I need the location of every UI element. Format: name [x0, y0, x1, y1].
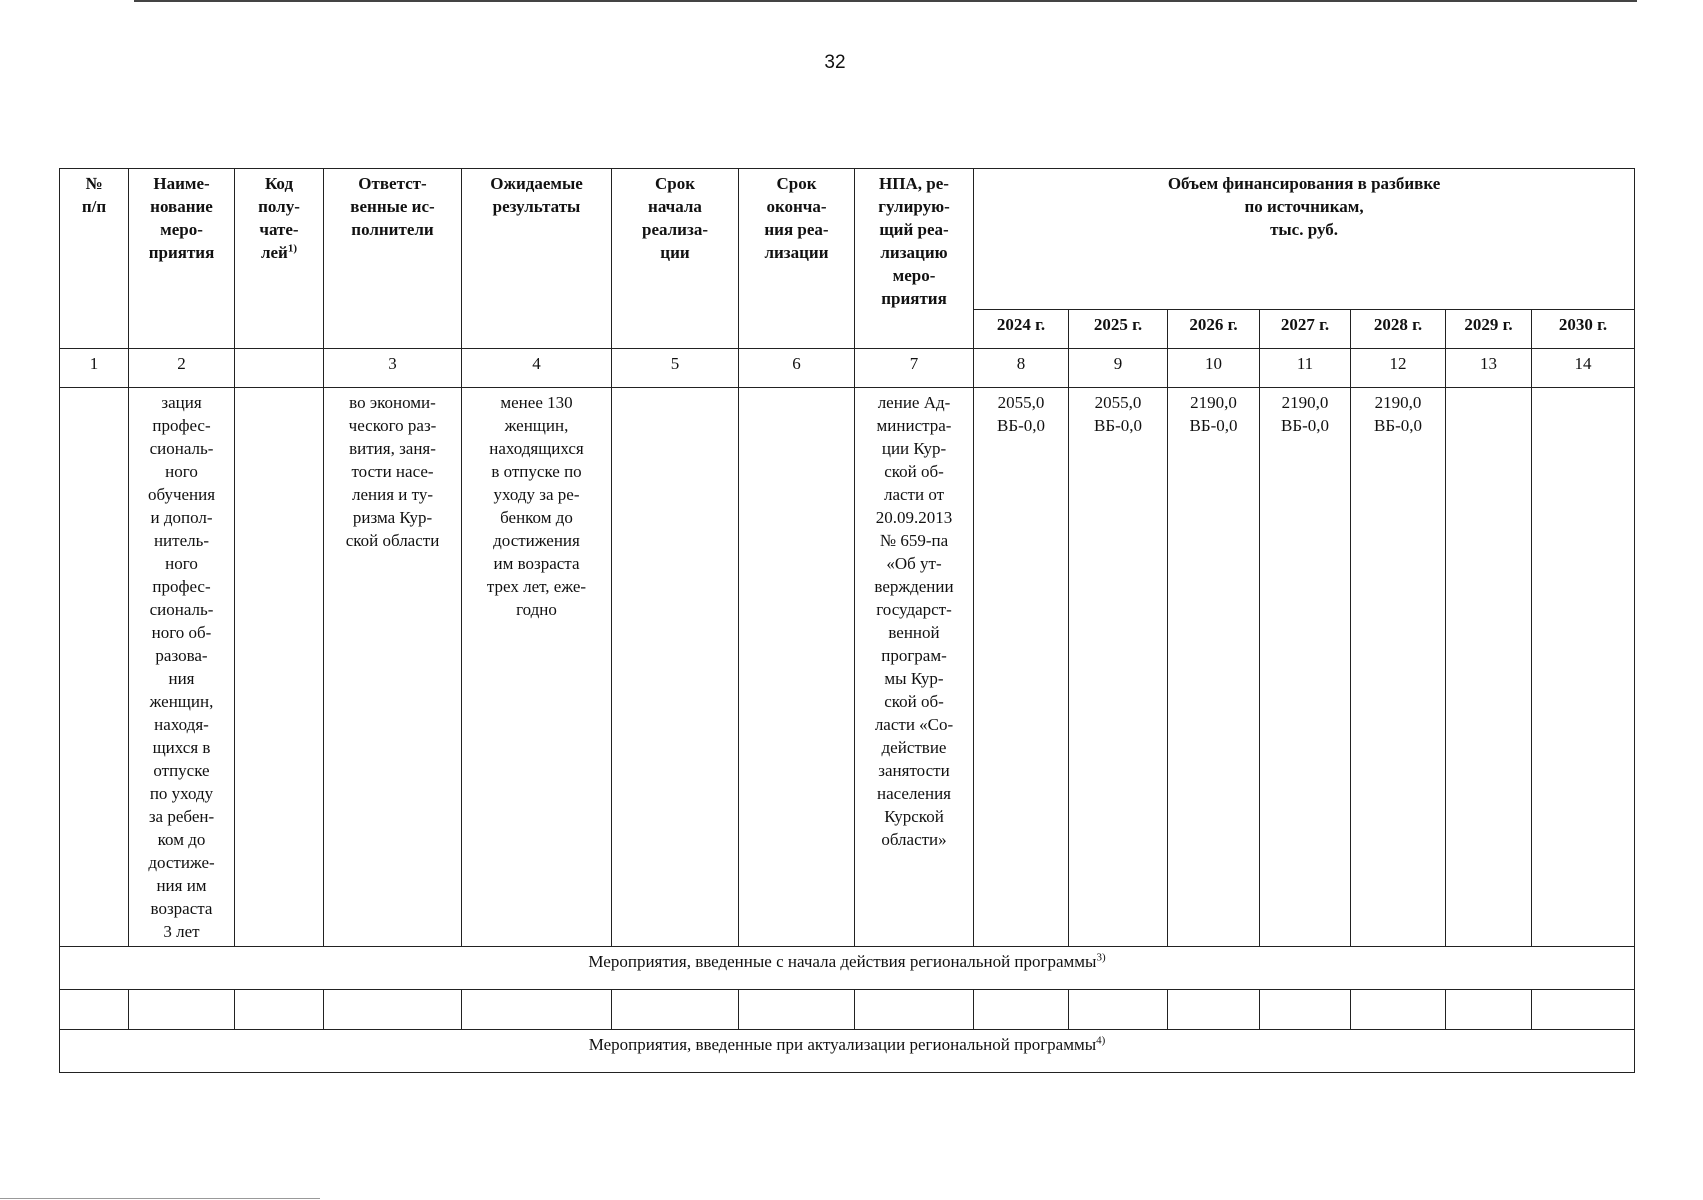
row-npa: ление Ад- министра- ции Кур- ской об- ласти от 20.09.2013 № 659-па «Об ут- верждении государст- венной програм- мы Кур- ской об- ласти «Со- действие занятости населения Курской области»: [855, 388, 974, 947]
column-number: 8: [974, 349, 1069, 388]
column-number: 9: [1069, 349, 1168, 388]
year-2027: 2027 г.: [1260, 310, 1351, 349]
empty-cell: [1069, 990, 1168, 1030]
footnote-1-marker: 1): [287, 242, 298, 255]
empty-cell: [739, 990, 855, 1030]
empty-cell: [129, 990, 235, 1030]
header-number: № п/п: [60, 169, 129, 349]
empty-cell: [462, 990, 612, 1030]
column-number: [235, 349, 324, 388]
column-number: 12: [1351, 349, 1446, 388]
row-measure-name: зация профес- сиональ- ного обучения и допол- нитель- ного профес- сиональ- ного об- разова- ния женщин, находя- щихся в отпуске по уходу за ребен- ком до достиже- ния им возраста 3 лет: [129, 388, 235, 947]
column-number: 7: [855, 349, 974, 388]
year-2030: 2030 г.: [1532, 310, 1635, 349]
year-2028: 2028 г.: [1351, 310, 1446, 349]
program-measures-table: [59, 168, 1635, 1073]
section-heading-update: [60, 1030, 1635, 1073]
table-row: [60, 388, 1635, 947]
row-financing-2028: 2190,0 ВБ-0,0: [1351, 388, 1446, 947]
column-number: 2: [129, 349, 235, 388]
row-financing-2024: 2055,0 ВБ-0,0: [974, 388, 1069, 947]
column-number: 1: [60, 349, 129, 388]
empty-cell: [1351, 990, 1446, 1030]
footnote-3-marker: 3): [1096, 951, 1106, 964]
year-2024: 2024 г.: [974, 310, 1069, 349]
header-end-date: Срок оконча- ния реа- лизации: [739, 169, 855, 349]
empty-cell: [974, 990, 1069, 1030]
column-number: 3: [324, 349, 462, 388]
empty-cell: [855, 990, 974, 1030]
row-financing-2025: 2055,0 ВБ-0,0: [1069, 388, 1168, 947]
empty-cell: [60, 990, 129, 1030]
header-financing: Объем финансирования в разбивке по источникам, тыс. руб.: [974, 169, 1635, 310]
empty-cell: [1446, 990, 1532, 1030]
section-heading-update-text: Мероприятия, введенные при актуализации региональной программы: [588, 1035, 1097, 1054]
column-number: 13: [1446, 349, 1532, 388]
section-heading-initial: [60, 947, 1635, 990]
footnote-4-marker: 4): [1096, 1034, 1106, 1047]
row-financing-2027: 2190,0 ВБ-0,0: [1260, 388, 1351, 947]
column-number: 14: [1532, 349, 1635, 388]
empty-cell: [1260, 990, 1351, 1030]
header-start-date: Срок начала реализа- ции: [612, 169, 739, 349]
header-responsible: Ответст- венные ис- полнители: [324, 169, 462, 349]
section-heading-initial-text: Мероприятия, введенные с начала действия региональной программы: [588, 952, 1097, 971]
row-financing-2026: 2190,0 ВБ-0,0: [1168, 388, 1260, 947]
year-2029: 2029 г.: [1446, 310, 1532, 349]
section-row-update: [60, 1030, 1635, 1073]
header-measure-name: Наиме- нование меро- приятия: [129, 169, 235, 349]
section-row-initial: [60, 947, 1635, 990]
header-expected-results: Ожидаемые результаты: [462, 169, 612, 349]
row-start-date: [612, 388, 739, 947]
top-border-line: [134, 0, 1637, 2]
empty-cell: [1168, 990, 1260, 1030]
table-header-row: [60, 169, 1635, 310]
empty-cell: [612, 990, 739, 1030]
empty-cell: [235, 990, 324, 1030]
header-npa: НПА, ре- гулирую- щий реа- лизацию меро- приятия: [855, 169, 974, 349]
empty-row: [60, 990, 1635, 1030]
empty-cell: [1532, 990, 1635, 1030]
row-end-date: [739, 388, 855, 947]
column-number: 5: [612, 349, 739, 388]
column-number: 11: [1260, 349, 1351, 388]
bottom-edge-line: [0, 1198, 320, 1199]
page-number: 32: [824, 52, 846, 73]
row-financing-2030: [1532, 388, 1635, 947]
column-numbers-row: [60, 349, 1635, 388]
row-number: [60, 388, 129, 947]
row-responsible: во экономи- ческого раз- вития, заня- тости насе- ления и ту- ризма Кур- ской области: [324, 388, 462, 947]
row-recipient-code: [235, 388, 324, 947]
year-2026: 2026 г.: [1168, 310, 1260, 349]
column-number: 10: [1168, 349, 1260, 388]
row-expected-results: менее 130 женщин, находящихся в отпуске по уходу за ре- бенком до достижения им возраста трех лет, еже- годно: [462, 388, 612, 947]
header-recipient-code-label: Код полу- чате- лей: [258, 174, 300, 262]
year-2025: 2025 г.: [1069, 310, 1168, 349]
row-financing-2029: [1446, 388, 1532, 947]
empty-cell: [324, 990, 462, 1030]
header-recipient-code: [235, 169, 324, 349]
column-number: 4: [462, 349, 612, 388]
column-number: 6: [739, 349, 855, 388]
